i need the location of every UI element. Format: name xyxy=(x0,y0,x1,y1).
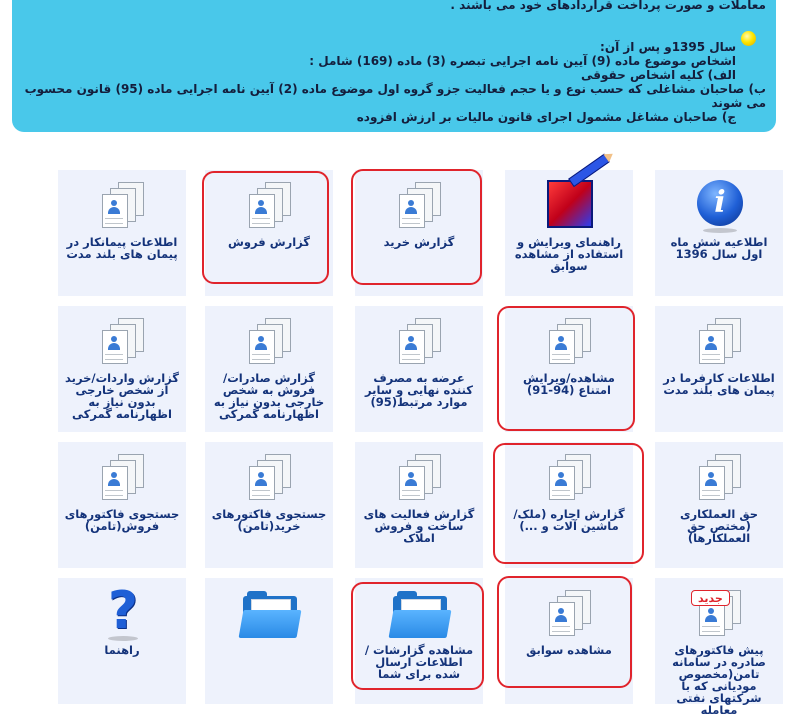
tile-label: گزارش خرید xyxy=(383,235,455,249)
document-icon xyxy=(389,452,449,504)
tile-sales-report[interactable] xyxy=(205,170,333,296)
tile-search-purchase-invoices[interactable] xyxy=(205,442,333,568)
tile-employer-info[interactable] xyxy=(655,306,783,432)
bullet-icon xyxy=(741,31,756,46)
document-icon xyxy=(239,180,299,232)
tile-label: پیش فاکتورهای صادره در سامانه تامن(مخصوص مودیانی که با شرکتهای نفتی معامله xyxy=(672,643,766,717)
tile-label: گزارش اجاره (ملک/ماشین آلات و ...) xyxy=(513,507,625,533)
tile-label: گزارش فروش xyxy=(228,235,310,249)
notice-line-1: سال 1395و پس از آن: xyxy=(600,40,736,54)
tile-label: گزارش صادرات/فروش به شخص خارجی بدون نیاز به اظهارنامه گمرکی xyxy=(213,371,325,421)
question-icon: ? xyxy=(107,581,139,641)
tile-label: گزارش واردات/خرید از شخص خارجی بدون نیاز به اظهارنامه گمرکی xyxy=(65,371,179,421)
tile-label: راهنمای ویرایش و استفاده از مشاهده سوابق xyxy=(514,235,624,273)
document-icon xyxy=(239,452,299,504)
tile-label: اطلاعیه شش ماه اول سال 1396 xyxy=(670,235,768,261)
tile-six-month-notice[interactable] xyxy=(655,170,783,296)
tile-label: گزارش فعالیت های ساخت و فروش املاک xyxy=(363,507,475,545)
new-badge: جدید xyxy=(691,590,730,606)
tile-construction-report[interactable] xyxy=(355,442,483,568)
tile-search-sales-invoices[interactable] xyxy=(58,442,186,568)
notice-line-0: معاملات و صورت پرداخت قراردادهای خود می باشند . xyxy=(450,0,766,12)
document-icon xyxy=(92,316,152,368)
document-icon xyxy=(689,452,749,504)
tile-label: حق العملکاری (مختص حق العملکارها) xyxy=(680,507,758,545)
tile-label: جستجوی فاکتورهای خرید(تامن) xyxy=(211,507,327,533)
tile-export-report[interactable] xyxy=(205,306,333,432)
notice-line-2: اشخاص موضوع ماده (9) آیین نامه اجرایی تبصره (3) ماده (169) شامل : xyxy=(309,54,736,68)
notice-line-5: ج) صاحبان مشاغل مشمول اجرای قانون مالیات بر ارزش افزوده xyxy=(356,110,736,124)
document-icon xyxy=(239,316,299,368)
tile-final-consumer[interactable] xyxy=(355,306,483,432)
document-icon xyxy=(539,452,599,504)
tile-label: راهنما xyxy=(104,643,140,657)
tile-label: اطلاعات کارفرما در پیمان های بلند مدت xyxy=(663,371,775,397)
tile-label: اطلاعات پیمانکار در پیمان های بلند مدت xyxy=(66,235,178,261)
tile-folder[interactable] xyxy=(205,578,333,704)
tile-help[interactable] xyxy=(58,578,186,704)
tile-label: جستجوی فاکتورهای فروش(تامن) xyxy=(64,507,180,533)
document-icon xyxy=(539,588,599,640)
document-icon xyxy=(389,180,449,232)
tile-edit-guide[interactable] xyxy=(505,170,633,296)
document-icon xyxy=(539,316,599,368)
tile-proforma-invoices[interactable] xyxy=(655,578,783,717)
tile-label: مشاهده گزارشات /اطلاعات ارسال شده برای شما xyxy=(364,643,474,681)
tile-label: عرضه به مصرف کننده نهایی و سایر موارد مرتبط(95) xyxy=(365,371,473,409)
tile-label: مشاهده سوابق xyxy=(526,643,612,657)
notice-panel xyxy=(12,0,776,132)
tile-view-history[interactable] xyxy=(505,578,633,704)
tile-label: مشاهده/ویرایش امتناع (94-91) xyxy=(523,371,615,397)
document-icon xyxy=(689,316,749,368)
tile-refusal-edit[interactable] xyxy=(505,306,633,432)
tile-received-reports[interactable] xyxy=(355,578,483,704)
folder-icon xyxy=(393,596,447,636)
tile-commission-work[interactable] xyxy=(655,442,783,568)
info-icon: i xyxy=(697,180,743,226)
notebook-pencil-icon xyxy=(547,180,593,228)
tile-contractor-info[interactable] xyxy=(58,170,186,296)
document-icon xyxy=(92,180,152,232)
notice-line-3: الف) کلیه اشخاص حقوقی xyxy=(581,68,736,82)
folder-icon xyxy=(243,596,297,636)
tile-rental-report[interactable] xyxy=(505,442,633,568)
tile-import-report[interactable] xyxy=(58,306,186,432)
document-icon xyxy=(92,452,152,504)
notice-line-4: ب) صاحبان مشاغلی که حسب نوع و یا حجم فعالیت جزو گروه اول موضوع ماده (2) آیین نامه اجرایی ماده (95) قانون محسوب می شوند xyxy=(24,82,766,110)
document-icon xyxy=(389,316,449,368)
tile-purchase-report[interactable] xyxy=(355,170,483,296)
